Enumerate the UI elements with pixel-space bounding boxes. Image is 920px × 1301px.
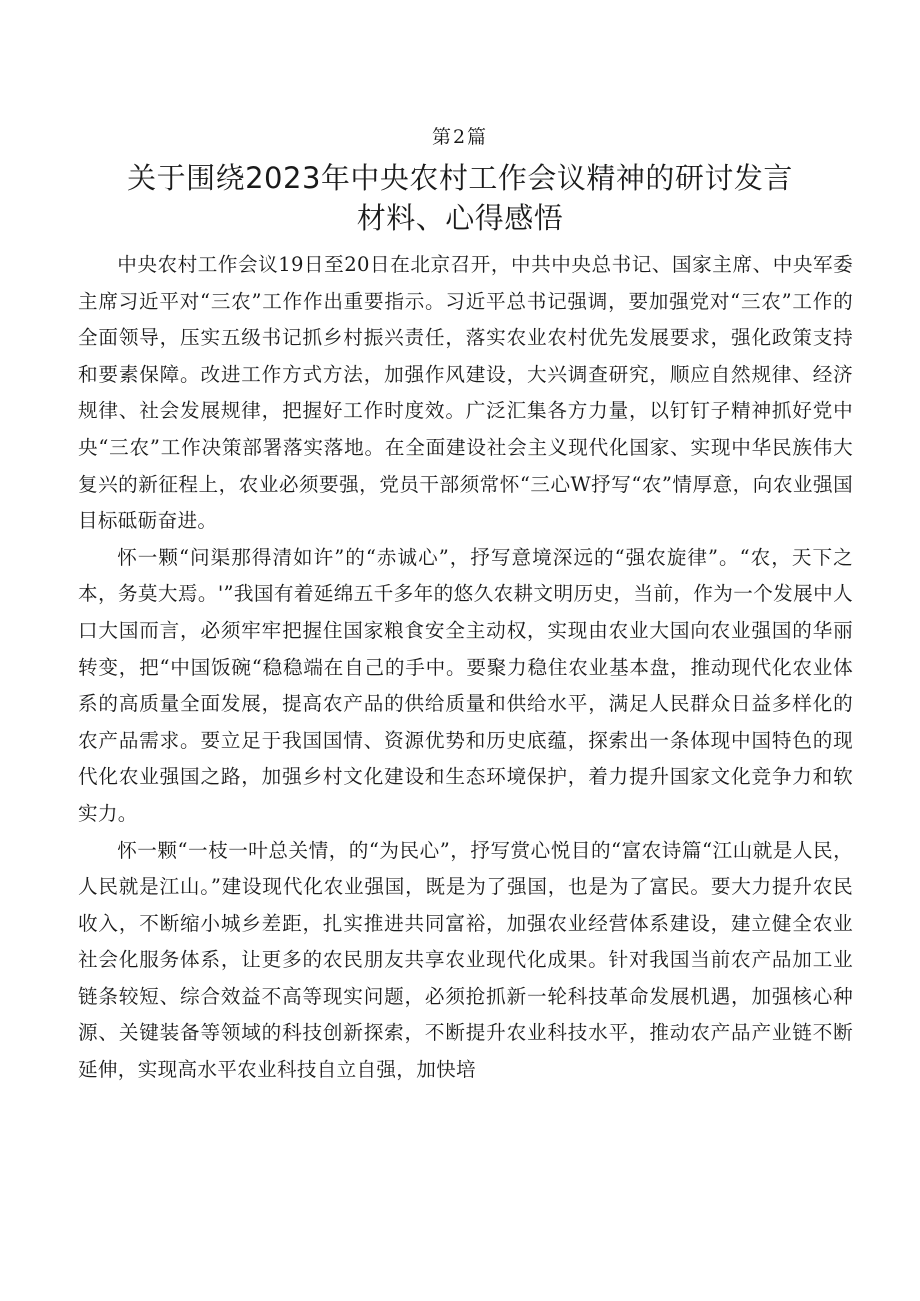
paragraph-3: 怀一颗“一枝一叶总关情，的“为民心”，抒写赏心悦目的“富农诗篇“江山就是人民，人民就是江山。”建设现代化农业强国，既是为了强国，也是为了富民。要大力提升农民收入，不断缩小城乡差距，扎实推进共同富裕，加强农业经营体系建设，建立健全农业社会化服务体系，让更多的农民朋友共享农业现代化成果。针对我国当前农产品加工业链条较短、综合效益不高等现实问题，必须抢抓新一轮科技革命发展机遇，加强核心种源、关键装备等领域的科技创新探索，不断提升农业科技水平，推动农产品产业链不断延伸，实现高水平农业科技自立自强，加快培 <box>78 838 853 1082</box>
section-label: 第2篇 <box>431 126 489 148</box>
paragraph-1: 中央农村工作会议19日至20日在北京召开，中共中央总书记、国家主席、中央军委主席习近平对“三农”工作作出重要指示。习近平总书记强调，要加强党对“三农”工作的全面领导，压实五级书记抓乡村振兴责任，落实农业农村优先发展要求，强化政策支持和要素保障。改进工作方式方法，加强作风建设，大兴调查研究，顺应自然规律、经济规律、社会发展规律，把握好工作时度效。广泛汇集各方力量，以钉钉子精神抓好党中央“三农”工作决策部署落实落地。在全面建设社会主义现代化国家、实现中华民族伟大复兴的新征程上，农业必须要强，党员干部须常怀“三心W抒写“农”情厚意，向农业强国目标砥砺奋进。 <box>78 253 853 533</box>
document-body <box>78 247 853 1089</box>
paragraph-2: 怀一颗“问渠那得清如许”的“赤诚心”，抒写意境深远的“强农旋律”。“农，天下之本，务莫大焉。'”我国有着延绵五千多年的悠久农耕文明历史，当前，作为一个发展中人口大国而言，必须牢牢把握住国家粮食安全主动权，实现由农业大国向农业强国的华丽转变，把“中国饭碗“稳稳端在自己的手中。要聚力稳住农业基本盘，推动现代化农业体系的高质量全面发展，提高农产品的供给质量和供给水平，满足人民群众日益多样化的农产品需求。要立足于我国国情、资源优势和历史底蕴，探索出一条体现中国特色的现代化农业强国之路，加强乡村文化建设和生态环境保护，着力提升国家文化竞争力和软实力。 <box>78 545 853 825</box>
document-title: 关于围绕2023年中央农村工作会议精神的研讨发言材料、心得感悟 <box>127 161 793 235</box>
